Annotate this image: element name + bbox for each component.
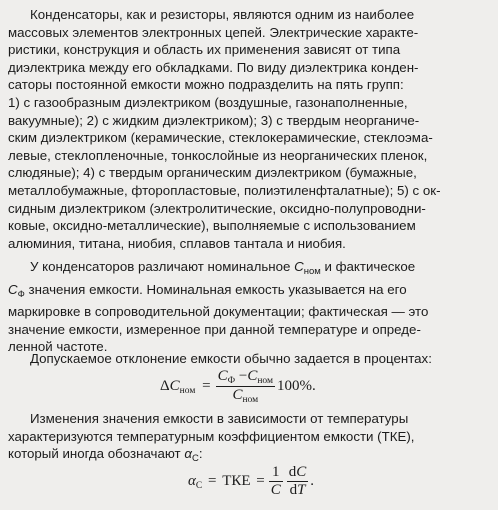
text-line: сидным диэлектриком (электролитические, оксидно-полупроводни- (8, 200, 426, 216)
text-line: металлобумажные, фторопластовые, полиэтиленфталатные); 5) с ок- (8, 182, 441, 198)
paragraph-nominal-actual (8, 258, 490, 356)
text-fragment: значения емкости. Номинальная емкость указывается на его (24, 281, 407, 297)
text-line (8, 281, 490, 304)
c-f-symbol: $C_Ф$ (8, 281, 25, 300)
text-line: Допускаемое отклонение емкости обычно задается в процентах: (30, 351, 432, 366)
text-line: вакуумные); 2) с жидким диэлектриком); 3) с твердым неорганиче- (8, 112, 420, 128)
text-line: слюдяные); 4) с твердым органическим диэлектриком (бумажные, (8, 165, 417, 181)
text-line: ским диэлектриком (керамические, стеклокерамические, стеклоэма- (8, 130, 433, 146)
text-line: ристики, конструкция и область их применения зависят от типа (8, 42, 401, 58)
tke-fraction-dc-dt: $\frac{dC}{dT}$ (288, 464, 307, 498)
text-fragment: и фактическое (320, 259, 416, 274)
text-fragment: У конденсаторов различают номинальное (30, 259, 295, 274)
text-line: ленной частоте. (8, 339, 108, 355)
text-line: характеризуются температурным коэффициентом емкости (ТКЕ), (8, 428, 415, 444)
text-line: левые, стеклопленочные, тонкослойные из неорганических пленок, (8, 147, 428, 163)
text-line: саторы постоянной емкости можно подразделить на пять групп: (8, 77, 404, 93)
paragraph-tolerance (8, 350, 490, 368)
text-line: диэлектрика между его обкладками. По виду диэлектрика конден- (8, 59, 419, 75)
text-line (8, 258, 490, 281)
paragraph-dielectric-groups (8, 6, 490, 252)
text-line: 1) с газообразным диэлектриком (воздушные, газонаполненные, (8, 94, 408, 110)
deviation-fraction: $\frac{C_Ф -C_{ном}}{C_{ном}}$ (217, 368, 273, 405)
text-line: Изменения значения емкости в зависимости от температуры (30, 411, 409, 426)
text-line: Конденсаторы, как и резисторы, являются одним из наиболее (30, 7, 415, 22)
text-line: ковые, оксидно-металлические), выполняемые с использованием (8, 218, 416, 234)
document-page: Конденсаторы, как и резисторы, являются одним из наиболее массовых элементов электронных цепей. Электрические характе- ристики, конструкция и область их применения зависят от типа диэлектрика между его обкладками. По виду диэлектрика конден- саторы постоянной емкости можно подразделить на пять групп: 1) с газообразным диэлектриком (воздушные, газонаполненные, вакуумные); 2) с жидким диэлектриком); 3) с твердым неорганиче- ским диэлектриком (керамические, стеклокерамические, стеклоэма- левые, стеклопленочные, тонкослойные из неорганических пленок, слюдяные); 4) с твердым органическим диэлектриком (бумажные, металлобумажные, фторопластовые, полиэтиленфталатные); 5) с ок- сидным диэлектриком (электролитические, оксидно-полупроводни- ковые, оксидно-металлические), выполняемые с использованием алюминия, титана, ниобия, сплавов тантала и ниобия. У конденсаторов различают номинальное $C_{ном}$ и фактическое $C_Ф$ значения емкости. Номинальная емкость указывается на его маркировке в сопроводительной документации; фактическая — это значение емкости, измеренное при данной температуре и опреде- ленной частоте. Допускаемое отклонение емкости обычно задается в процентах: $\Delta C_{ном}$ = $\frac{C_Ф -C_{ном}}{C_{ном}}$ 100%. Изменения значения емкости в зависимости от температуры характеризуются температурным коэффициентом емкости (ТКЕ), который иногда обозначают $\alpha_C$: $\alpha_C$ = ТКЕ = $\frac{1}{C}$ $\frac{dC}{dT}$ . (0, 0, 498, 510)
text-line: который иногда обозначают $\alpha_C$: (8, 446, 203, 465)
text-line: значение емкости, измеренное при данной температуре и опреде- (8, 321, 421, 337)
text-line: алюминия, титана, ниобия, сплавов тантала и ниобия. (8, 235, 346, 251)
paragraph-tke (8, 410, 490, 468)
tke-fraction-1-over-c: $\frac{1}{C}$ (270, 464, 281, 498)
c-nom-symbol: $C_{ном}$ (294, 259, 321, 277)
text-line: массовых элементов электронных цепей. Электрические характе- (8, 24, 419, 40)
text-line: маркировке в сопроводительной документации; фактическая — это (8, 304, 429, 320)
